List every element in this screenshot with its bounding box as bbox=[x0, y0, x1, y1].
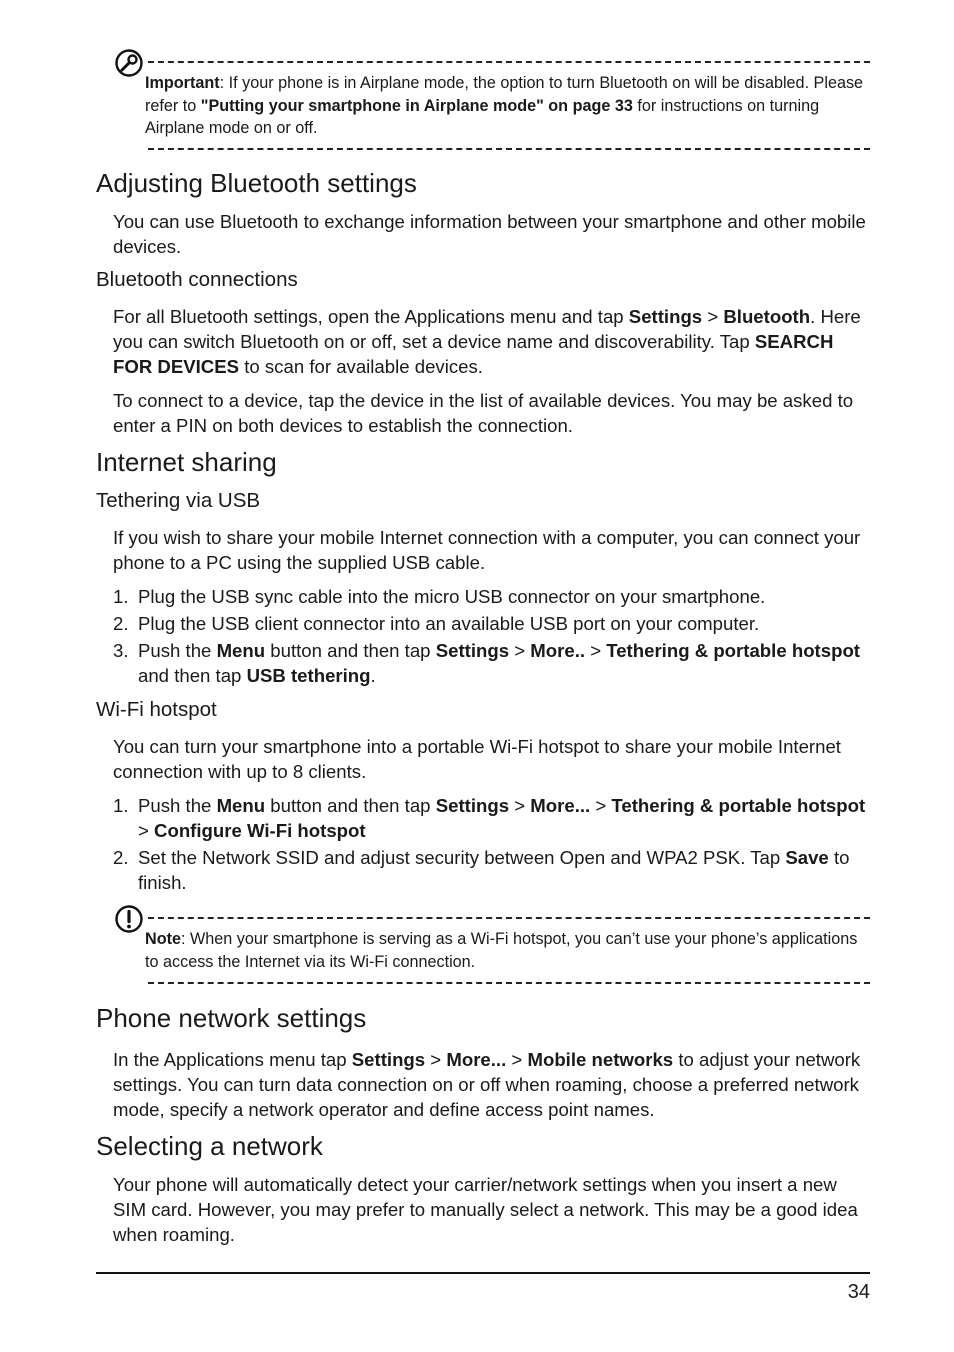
bluetooth-connect-paragraph: To connect to a device, tap the device in the list of available devices. You may be asked to enter a PIN on both devices to establish the connection. bbox=[113, 390, 854, 436]
subheading-tethering-usb: Tethering via USB bbox=[96, 489, 261, 512]
wifi-intro: You can turn your smartphone into a portable Wi-Fi hotspot to share your mobile Internet connection with up to 8 clients. bbox=[113, 736, 841, 782]
bluetooth-connections-paragraph: For all Bluetooth settings, open the Applications menu and tap Settings > Bluetooth. Here you can switch Bluetooth on or off, set a device name and discoverability. Tap SEARCH FOR DEVICES to scan for available devices. bbox=[113, 306, 861, 377]
subheading-wifi-hotspot: Wi-Fi hotspot bbox=[96, 698, 217, 721]
bluetooth-intro: You can use Bluetooth to exchange information between your smartphone and other mobile devices. bbox=[113, 211, 866, 257]
wifi-note: Note: When your smartphone is serving as a Wi-Fi hotspot, you can’t use your phone’s applications to access the Internet via its Wi-Fi connection. bbox=[145, 930, 858, 971]
footer-rule bbox=[96, 1272, 870, 1274]
note-divider-bottom bbox=[148, 148, 870, 150]
section-heading-bluetooth: Adjusting Bluetooth settings bbox=[96, 168, 417, 198]
section-heading-phone-network: Phone network settings bbox=[96, 1003, 367, 1033]
important-label: Important bbox=[145, 74, 220, 92]
wrench-icon bbox=[114, 48, 144, 78]
note-divider-top bbox=[148, 61, 870, 63]
note-label: Note bbox=[145, 930, 181, 948]
important-reference: "Putting your smartphone in Airplane mode" on page 33 bbox=[200, 96, 633, 115]
important-note: Important: If your phone is in Airplane mode, the option to turn Bluetooth on will be disabled. Please refer to "Putting your smartphone in Airplane mode" on page 33 for instructions on turning Airplane mode on or off. bbox=[145, 74, 864, 137]
subheading-bluetooth-connections: Bluetooth connections bbox=[96, 268, 298, 291]
note-divider-top bbox=[148, 917, 870, 919]
section-heading-selecting-network: Selecting a network bbox=[96, 1131, 323, 1161]
page-number: 34 bbox=[847, 1281, 870, 1303]
selecting-network-text: Your phone will automatically detect your carrier/network settings when you insert a new SIM card. However, you may prefer to manually select a network. This may be a good idea when roaming. bbox=[113, 1174, 858, 1245]
network-intro: In the Applications menu tap Settings > More... > Mobile networks to adjust your network settings. You can turn data connection on or off when roaming, choose a preferred network mode, specify a network operator and define access point names. bbox=[113, 1049, 861, 1120]
section-heading-internet-sharing: Internet sharing bbox=[96, 447, 277, 477]
exclamation-icon bbox=[114, 904, 144, 934]
manual-page: Important: If your phone is in Airplane mode, the option to turn Bluetooth on will be disabled. Please refer to "Putting your smartphone in Airplane mode" on page 33 for instructions on turning Airplane mode on or off. Adjusting Bluetooth settings You can use Bluetooth to exchange information between your smartphone and other mobile devices. Bluetooth connections For all Bluetooth settings, open the Applications menu and tap Settings > Bluetooth. Here you can switch Bluetooth on or off, set a device name and discoverability. Tap SEARCH FOR DEVICES to scan for available devices. To connect to a device, tap the device in the list of available devices. You may be asked to enter a PIN on both devices to establish the connection. Internet sharing Tethering via USB If you wish to share your mobile Internet connection with a computer, you can connect your phone to a PC using the supplied USB cable. 1. Plug the USB sync cable into the micro USB connector on your smartphone. 2. Plug the USB client connector into an available USB port on your computer. 3. Push the Menu button and then tap Settings > More.. > Tethering & portable hotspot and then tap USB tethering. Wi-Fi hotspot You can turn your smartphone into a portable Wi-Fi hotspot to share your mobile Internet connection with up to 8 clients. 1. Push the Menu button and then tap Settings > More... > Tethering & portable hotspot > Configure Wi-Fi hotspot 2. Set the Network SSID and adjust security between Open and WPA2 PSK. Tap Save to finish. Note: When your smartphone is serving as a Wi-Fi hotspot, you can’t use your phone’s applications to access the Internet via its Wi-Fi connection. Phone network settings In the Applications menu tap Settings > More... > Mobile networks to adjust your network settings. You can turn data connection on or off when roaming, choose a preferred network mode, specify a network operator and define access point names. Selecting a network Your phone will automatically detect your carrier/network settings when you insert a new SIM card. However, you may prefer to manually select a network. This may be a good idea when roaming. 34 bbox=[0, 0, 954, 1352]
usb-intro: If you wish to share your mobile Internet connection with a computer, you can connect your phone to a PC using the supplied USB cable. bbox=[113, 527, 861, 573]
note-divider-bottom bbox=[148, 982, 870, 984]
